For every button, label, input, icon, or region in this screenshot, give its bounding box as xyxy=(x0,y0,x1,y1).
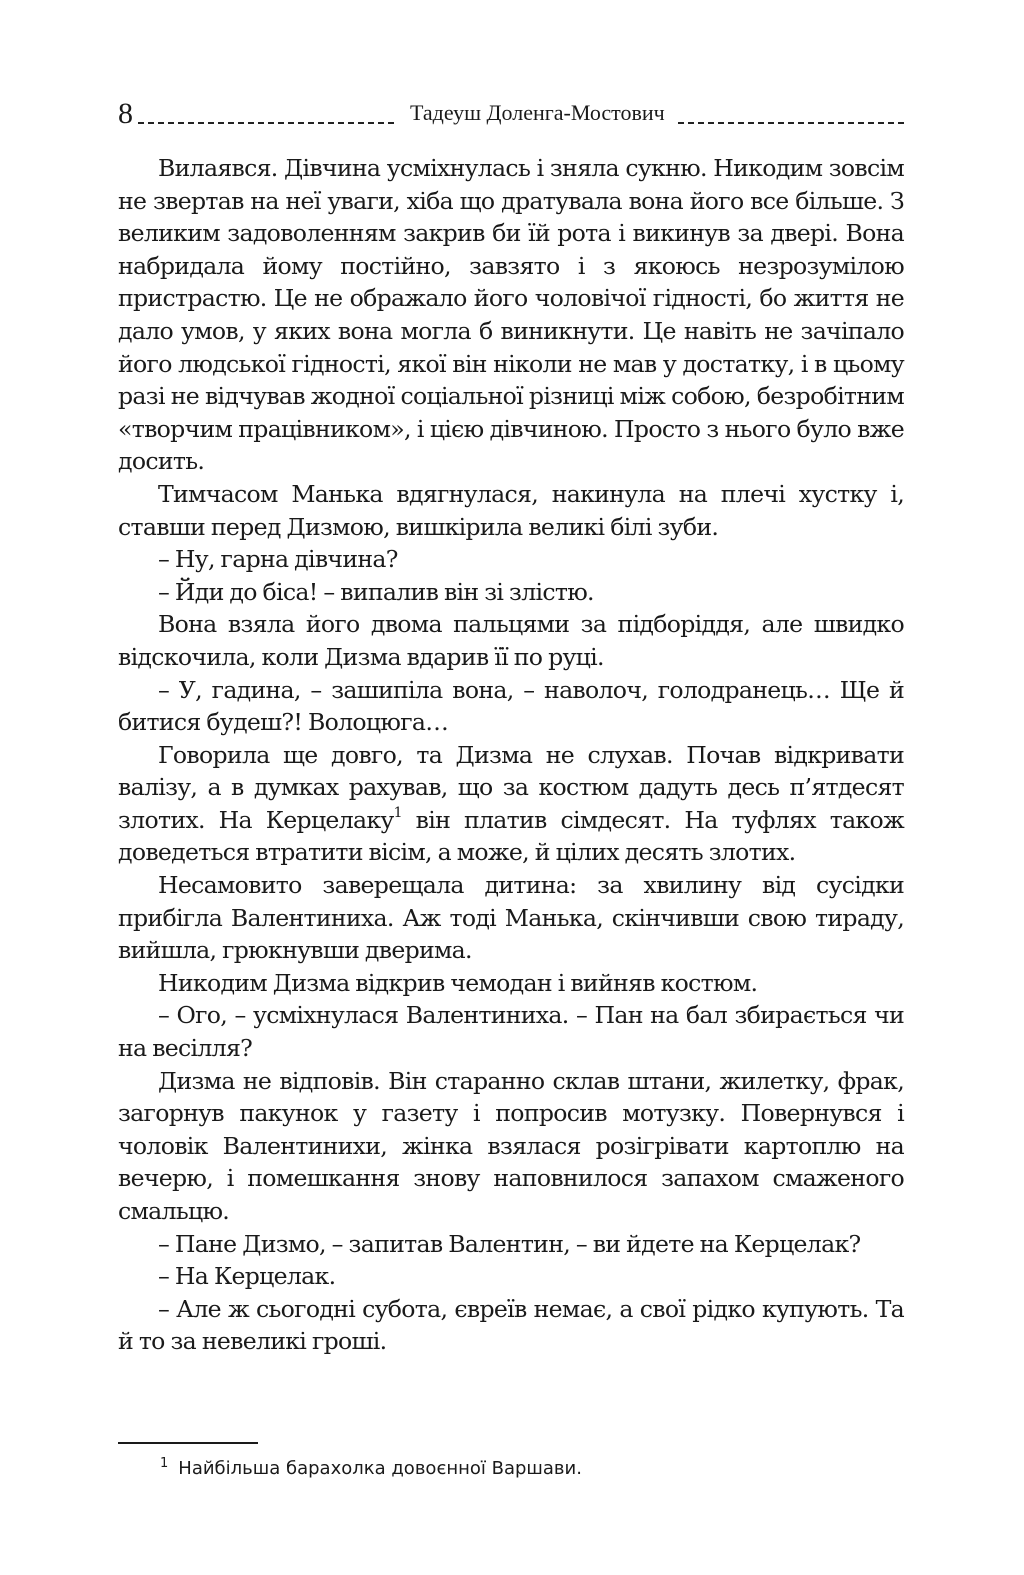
footnote-text: Найбільша барахолка довоєнної Варшави. xyxy=(178,1458,582,1479)
dialogue-line: – Пане Дизмо, – запитав Валентин, – ви йдете на Керцелак? xyxy=(158,1229,861,1258)
footnote-mark: 1 xyxy=(160,1456,169,1471)
dialogue-line: – На Керцелак. xyxy=(158,1262,336,1291)
paragraph: Тимчасом Манька вдягнулася, накинула на плечі хустку і, ставши перед Дизмою, вишкірила великі білі зуби. xyxy=(118,479,904,541)
body-text xyxy=(118,152,904,1358)
paragraph-with-footnote xyxy=(118,739,904,869)
paragraph: Никодим Дизма відкрив чемодан і вийняв костюм. xyxy=(158,968,758,997)
dialogue-line: – Ого, – усміхнулася Валентиниха. – Пан на бал збирається чи на весілля? xyxy=(118,1001,904,1063)
paragraph-text: Говорила ще довго, та Дизма не слухав. Почав відкривати валізу, а в думках рахував, що за костюм дадуть десь п’ятдесят злотих. На Керцелаку xyxy=(118,740,904,834)
paragraph: Дизма не відповів. Він старанно склав штани, жилетку, фрак, загорнув пакунок у газету і попросив мотузку. Повернувся і чоловік Валентинихи, жінка взялася розігрівати картоплю на вечерю, і помешкання знову наповнилося запахом смаженого смальцю. xyxy=(118,1066,904,1225)
paragraph-text: він платив сімдесят. На туфлях також доведеться втратити вісім, а може, й цілих десять злотих. xyxy=(118,805,904,867)
page-number: 8 xyxy=(118,97,133,130)
dialogue-line: – Йди до біса! – випалив він зі злістю. xyxy=(158,577,594,606)
dialogue-line: – Але ж сьогодні субота, євреїв немає, а свої рідко купують. Та й то за невеликі гроші. xyxy=(118,1294,904,1356)
footnote-rule xyxy=(118,1442,258,1444)
paragraph: Вилаявся. Дівчина усміхнулась і зняла сукню. Никодим зовсім не звертав на неї уваги, хіба що дратувала вона його все більше. З великим задоволенням закрив би їй рота і викинув за двері. Вона набридала йому постійно, завзято і з якоюсь незрозумілою пристрастю. Це не ображало його чоловічої гідності, бо життя не дало умов, у яких вона могла б виникнути. Це навіть не зачіпало його людської гідності, якої він ніколи не мав у достатку, і в цьому разі не відчував жодної соціальної різниці між собою, безробітним «творчим працівником», і цією дівчиною. Просто з нього було вже досить. xyxy=(118,154,904,476)
dialogue-line: – Ну, гарна дівчина? xyxy=(158,545,398,574)
footnote xyxy=(160,1456,900,1482)
running-head: Тадеуш Доленга-Мостович xyxy=(398,96,677,130)
paragraph: Вона взяла його двома пальцями за підборіддя, але швидко відскочила, коли Дизма вдарив її по руці. xyxy=(118,610,904,671)
dialogue-line: – У, гадина, – зашипіла вона, – наволоч, голодранець… Ще й битися будеш?! Волоцюга… xyxy=(118,675,904,737)
paragraph: Несамовито заверещала дитина: за хвилину від сусідки прибігла Валентиниха. Аж тоді Манька, скінчивши свою тираду, вийшла, грюкнувши дверима. xyxy=(118,871,904,965)
page-header xyxy=(118,96,904,132)
footnote-reference[interactable]: 1 xyxy=(393,805,402,822)
